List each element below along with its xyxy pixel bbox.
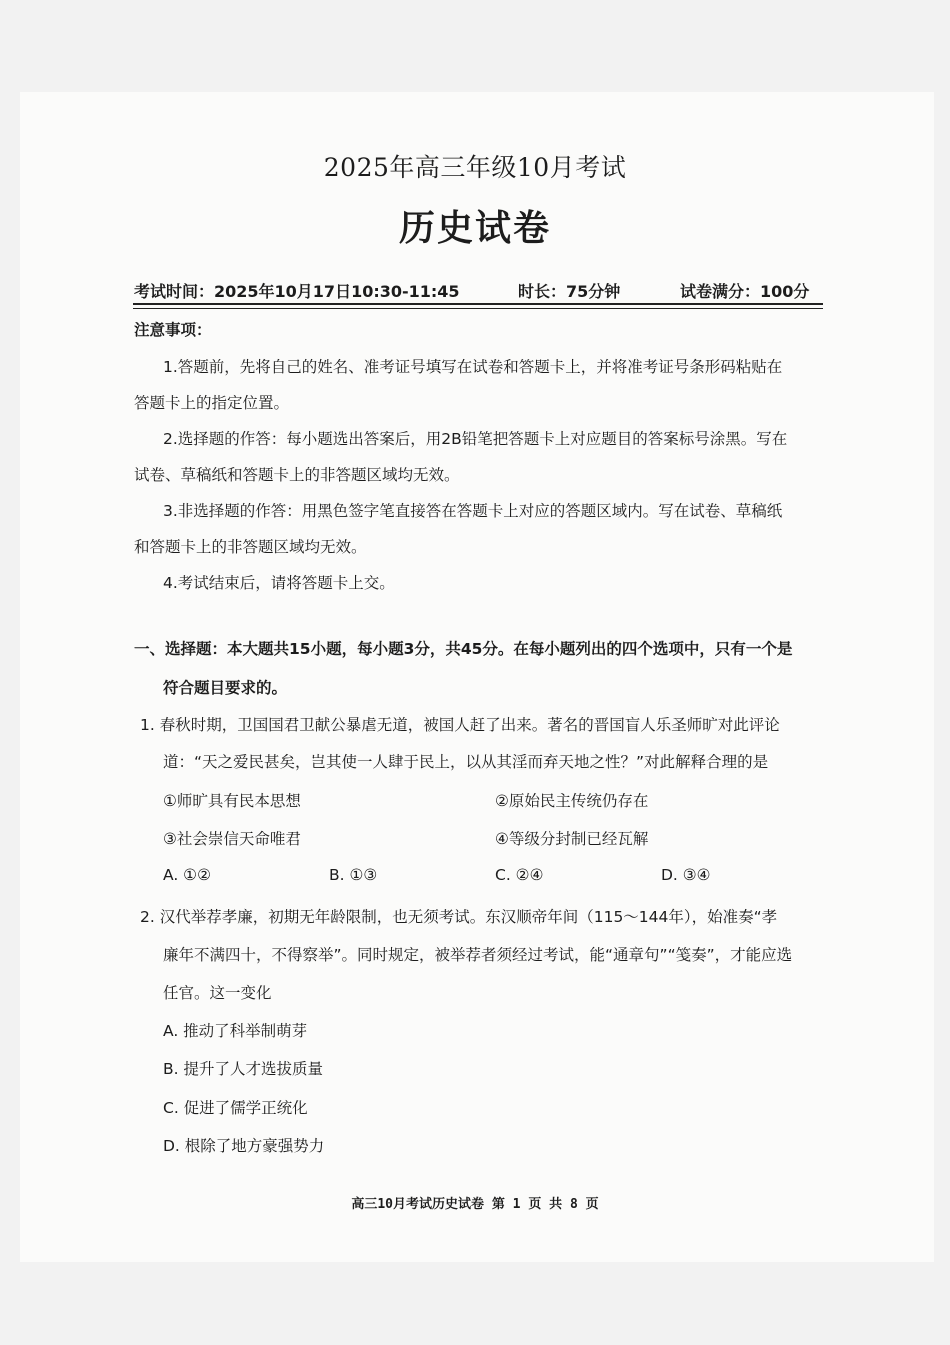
- question-2-option-d: D. 根除了地方豪强势力: [163, 1137, 325, 1155]
- question-1-statement-3: ③社会崇信天命唯君: [163, 830, 301, 848]
- question-2-option-a: A. 推动了科举制萌芽: [163, 1022, 308, 1040]
- exam-paper: [20, 92, 934, 1262]
- question-1-line-2: 道：“天之爱民甚矣，岂其使一人肆于民上，以从其淫而弃天地之性？”对此解释合理的是: [163, 753, 769, 771]
- notice-item-2-line-2: 试卷、草稿纸和答题卡上的非答题区域均无效。: [134, 466, 460, 484]
- question-2-line-1: 2. 汉代举荐孝廉，初期无年龄限制，也无须考试。东汉顺帝年间（115～144年），始准奏“孝: [140, 908, 778, 926]
- question-2-line-3: 任官。这一变化: [163, 984, 272, 1002]
- notice-item-1-line-2: 答题卡上的指定位置。: [134, 394, 290, 412]
- section-1-heading-cont: 符合题目要求的。: [163, 679, 288, 697]
- header-rule-thick: [133, 303, 823, 305]
- exam-time: 考试时间：2025年10月17日10:30-11:45: [134, 282, 460, 301]
- question-1-option-b: B. ①③: [329, 866, 378, 884]
- exam-duration: 时长：75分钟: [518, 282, 621, 301]
- notice-heading: 注意事项：: [134, 321, 212, 339]
- question-1-option-d: D. ③④: [661, 866, 711, 884]
- notice-item-2-line-1: 2.选择题的作答：每小题选出答案后，用2B铅笔把答题卡上对应题目的答案标号涂黑。写在: [163, 430, 788, 448]
- question-1-option-a: A. ①②: [163, 866, 211, 884]
- question-1-statement-1: ①师旷具有民本思想: [163, 792, 301, 810]
- notice-item-3-line-2: 和答题卡上的非答题区域均无效。: [134, 538, 367, 556]
- question-2-option-c: C. 促进了儒学正统化: [163, 1099, 308, 1117]
- question-1-statement-4: ④等级分封制已经瓦解: [495, 830, 649, 848]
- question-1-option-c: C. ②④: [495, 866, 544, 884]
- page-footer: 高三10月考试历史试卷 第 1 页 共 8 页: [351, 1197, 599, 1212]
- question-1-statement-2: ②原始民主传统仍存在: [495, 792, 649, 810]
- notice-item-3-line-1: 3.非选择题的作答：用黑色签字笔直接答在答题卡上对应的答题区域内。写在试卷、草稿纸: [163, 502, 783, 520]
- notice-item-1-line-1: 1.答题前，先将自己的姓名、准考证号填写在试卷和答题卡上，并将准考证号条形码粘贴在: [163, 358, 783, 376]
- notice-item-4: 4.考试结束后，请将答题卡上交。: [163, 574, 395, 592]
- question-2-option-b: B. 提升了人才选拔质量: [163, 1060, 323, 1078]
- section-1-heading: 一、选择题：本大题共15小题，每小题3分，共45分。在每小题列出的四个选项中，只有一个是: [134, 640, 793, 658]
- question-2-line-2: 廉年不满四十，不得察举”。同时规定，被举荐者须经过考试，能“通章句”“笺奏”，才能应选: [163, 946, 793, 964]
- exam-title: 2025年高三年级10月考试: [323, 153, 627, 182]
- header-rule-thin: [133, 308, 823, 309]
- subject-title: 历史试卷: [398, 207, 551, 249]
- full-score: 试卷满分：100分: [680, 282, 810, 301]
- question-1-line-1: 1. 春秋时期，卫国国君卫献公暴虐无道，被国人赶了出来。著名的晋国盲人乐圣师旷对此评论: [140, 716, 780, 734]
